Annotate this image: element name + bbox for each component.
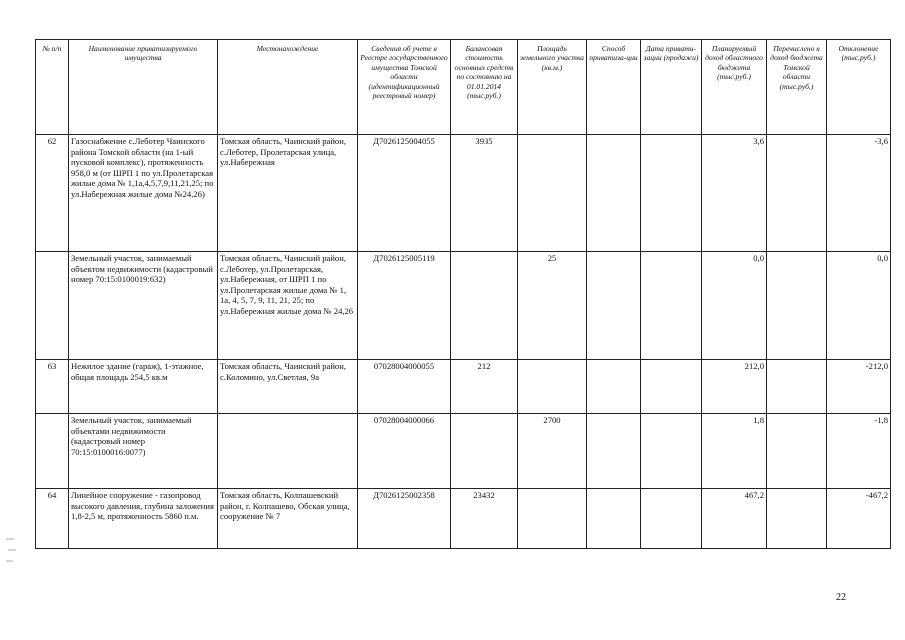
header-transferred: Перечислено в доход бюджета Томской области (тыс.руб.) <box>767 40 827 135</box>
item-location: Томская область, Чаинский район, с.Леботер, ул.Пролетарская, ул.Набережная, от ШРП 1 по ул.Пролетарская жилые дома № 1, 1а, 4, 5, 7, 9, 11, 21, 25; по ул.Набережная жилые дома № 24,26 <box>218 252 358 360</box>
item-method <box>587 414 641 489</box>
row-num: 62 <box>36 135 69 252</box>
item-method <box>587 489 641 549</box>
item-balance: 212 <box>451 360 518 414</box>
item-planned: 1,8 <box>702 414 767 489</box>
item-name: Нежилое здание (гараж), 1-этажное, общая площадь 254,5 кв.м <box>69 360 218 414</box>
item-planned: 3,6 <box>702 135 767 252</box>
item-location: Томская область, Колпашевский район, г. Колпашево, Обская улица, сооружение № 7 <box>218 489 358 549</box>
header-date: Дата привати-зации (продажи) <box>641 40 702 135</box>
item-date <box>641 252 702 360</box>
margin-marks <box>4 535 18 565</box>
header-area: Площадь земельного участка (кв.м.) <box>518 40 587 135</box>
item-deviation: -467,2 <box>827 489 891 549</box>
item-planned: 212,0 <box>702 360 767 414</box>
item-area: 25 <box>518 252 587 360</box>
item-planned: 0,0 <box>702 252 767 360</box>
table-row <box>36 135 891 252</box>
item-area: 2700 <box>518 414 587 489</box>
header-num: № п/п <box>36 40 69 135</box>
privatization-table <box>35 39 891 549</box>
item-date <box>641 360 702 414</box>
item-balance <box>451 252 518 360</box>
item-date <box>641 489 702 549</box>
item-registry: Д7026125005119 <box>358 252 451 360</box>
item-area <box>518 360 587 414</box>
item-planned: 467,2 <box>702 489 767 549</box>
item-transferred <box>767 135 827 252</box>
item-registry: 07028004000066 <box>358 414 451 489</box>
item-deviation: -212,0 <box>827 360 891 414</box>
row-num: 64 <box>36 489 69 549</box>
item-method <box>587 252 641 360</box>
item-deviation: -3,6 <box>827 135 891 252</box>
header-balance: Балансовая стоимость основных средств по состоянию на 01.01.2014 (тыс.руб.) <box>451 40 518 135</box>
header-row <box>36 40 891 135</box>
item-balance: 3935 <box>451 135 518 252</box>
item-registry: Д7026125002358 <box>358 489 451 549</box>
header-registry: Сведения об учете в Реестре государственного имущества Томской области (идентификационный реестровый номер) <box>358 40 451 135</box>
table-row <box>36 489 891 549</box>
item-transferred <box>767 489 827 549</box>
item-area <box>518 489 587 549</box>
item-balance <box>451 414 518 489</box>
table-row <box>36 360 891 414</box>
item-transferred <box>767 414 827 489</box>
item-transferred <box>767 252 827 360</box>
header-name: Наименование приватизируемого имущества <box>69 40 218 135</box>
item-name: Земельный участок, занимаемый объектом недвижимости (кадастровый номер 70:15:0100019:632) <box>69 252 218 360</box>
item-deviation: -1,8 <box>827 414 891 489</box>
header-method: Способ приватиза-ции <box>587 40 641 135</box>
item-balance: 23432 <box>451 489 518 549</box>
header-planned: Планируемый доход областного бюджета (тыс.руб.) <box>702 40 767 135</box>
item-method <box>587 135 641 252</box>
row-num-cont <box>36 252 69 360</box>
item-transferred <box>767 360 827 414</box>
header-location: Местонахождение <box>218 40 358 135</box>
table-row <box>36 252 891 360</box>
item-name: Земельный участок, занимаемый объектами недвижимости (кадастровый номер 70:15:0100016:0077) <box>69 414 218 489</box>
item-name: Линейное сооружение - газопровод высокого давления, глубина заложения 1,8-2,5 м, протяженность 5860 п.м. <box>69 489 218 549</box>
item-date <box>641 414 702 489</box>
item-date <box>641 135 702 252</box>
item-name: Газоснабжение с.Леботер Чаинского района Томской области (на 1-ый пусковой комплекс), протяженность 958,0 м (от ШРП 1 по ул.Пролетарская жилые дома № 1,1а,4,5,7,9,11,21,25; по ул.Набережная жилые дома №24,26) <box>69 135 218 252</box>
item-area <box>518 135 587 252</box>
item-registry: 07028004000055 <box>358 360 451 414</box>
item-method <box>587 360 641 414</box>
row-num-cont <box>36 414 69 489</box>
header-deviation: Отклонение (тыс.руб.) <box>827 40 891 135</box>
item-location: Томская область, Чаинский район, с.Леботер, Пролетарская улица, ул.Набережная <box>218 135 358 252</box>
row-num: 63 <box>36 360 69 414</box>
item-registry: Д7026125004055 <box>358 135 451 252</box>
table-row <box>36 414 891 489</box>
item-deviation: 0,0 <box>827 252 891 360</box>
page-number: 22 <box>836 592 846 603</box>
item-location: Томская область, Чаинский район, с.Коломино, ул.Светлая, 9а <box>218 360 358 414</box>
item-location <box>218 414 358 489</box>
